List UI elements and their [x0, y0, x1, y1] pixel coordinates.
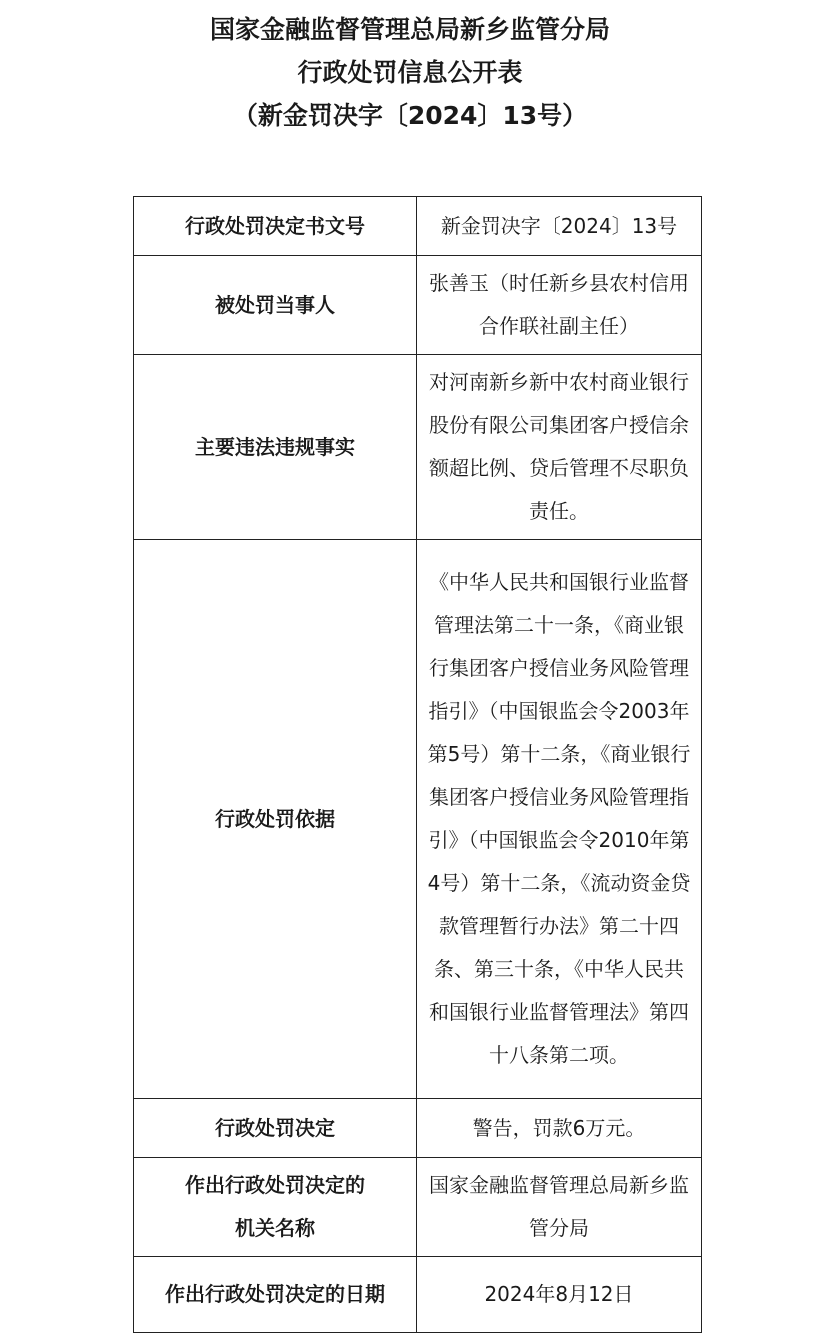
table-row-issuing-authority	[134, 1158, 702, 1257]
label-issuing-authority-line1: 作出行政处罚决定的	[185, 1173, 365, 1197]
value-legal-basis: 《中华人民共和国银行业监督管理法第二十一条，《商业银行集团客户授信业务风险管理指引》（中国银监会令2003年第5号）第十二条，《商业银行集团客户授信业务风险管理指引》（中国银监会令2010年第4号）第十二条，《流动资金贷款管理暂行办法》第二十四条、第三十条，《中华人民共和国银行业监督管理法》第四十八条第二项。	[417, 540, 702, 1099]
table-row-legal-basis	[134, 540, 702, 1099]
value-party: 张善玉（时任新乡县农村信用合作联社副主任）	[417, 256, 702, 355]
table-row-violation-facts	[134, 355, 702, 540]
label-violation-facts: 主要违法违规事实	[134, 355, 417, 540]
value-decision-number: 新金罚决字〔2024〕13号	[417, 197, 702, 256]
document-header	[0, 8, 820, 137]
label-party: 被处罚当事人	[134, 256, 417, 355]
label-legal-basis: 行政处罚依据	[134, 540, 417, 1099]
penalty-info-table	[133, 196, 702, 1333]
value-decision-date: 2024年8月12日	[417, 1257, 702, 1333]
label-penalty-decision: 行政处罚决定	[134, 1099, 417, 1158]
value-issuing-authority: 国家金融监督管理总局新乡监管分局	[417, 1158, 702, 1257]
table-row-decision-number	[134, 197, 702, 256]
title-document-number: （新金罚决字〔2024〕13号）	[232, 101, 588, 130]
label-decision-date: 作出行政处罚决定的日期	[134, 1257, 417, 1333]
label-decision-number: 行政处罚决定书文号	[134, 197, 417, 256]
value-penalty-decision: 警告，罚款6万元。	[417, 1099, 702, 1158]
title-agency: 国家金融监督管理总局新乡监管分局	[209, 15, 610, 44]
table-row-party	[134, 256, 702, 355]
label-issuing-authority-line2: 机关名称	[235, 1216, 315, 1240]
table-row-decision-date	[134, 1257, 702, 1333]
title-form-name: 行政处罚信息公开表	[297, 58, 523, 87]
value-violation-facts: 对河南新乡新中农村商业银行股份有限公司集团客户授信余额超比例、贷后管理不尽职负责任。	[417, 355, 702, 540]
table-row-penalty-decision	[134, 1099, 702, 1158]
label-issuing-authority	[134, 1158, 417, 1257]
